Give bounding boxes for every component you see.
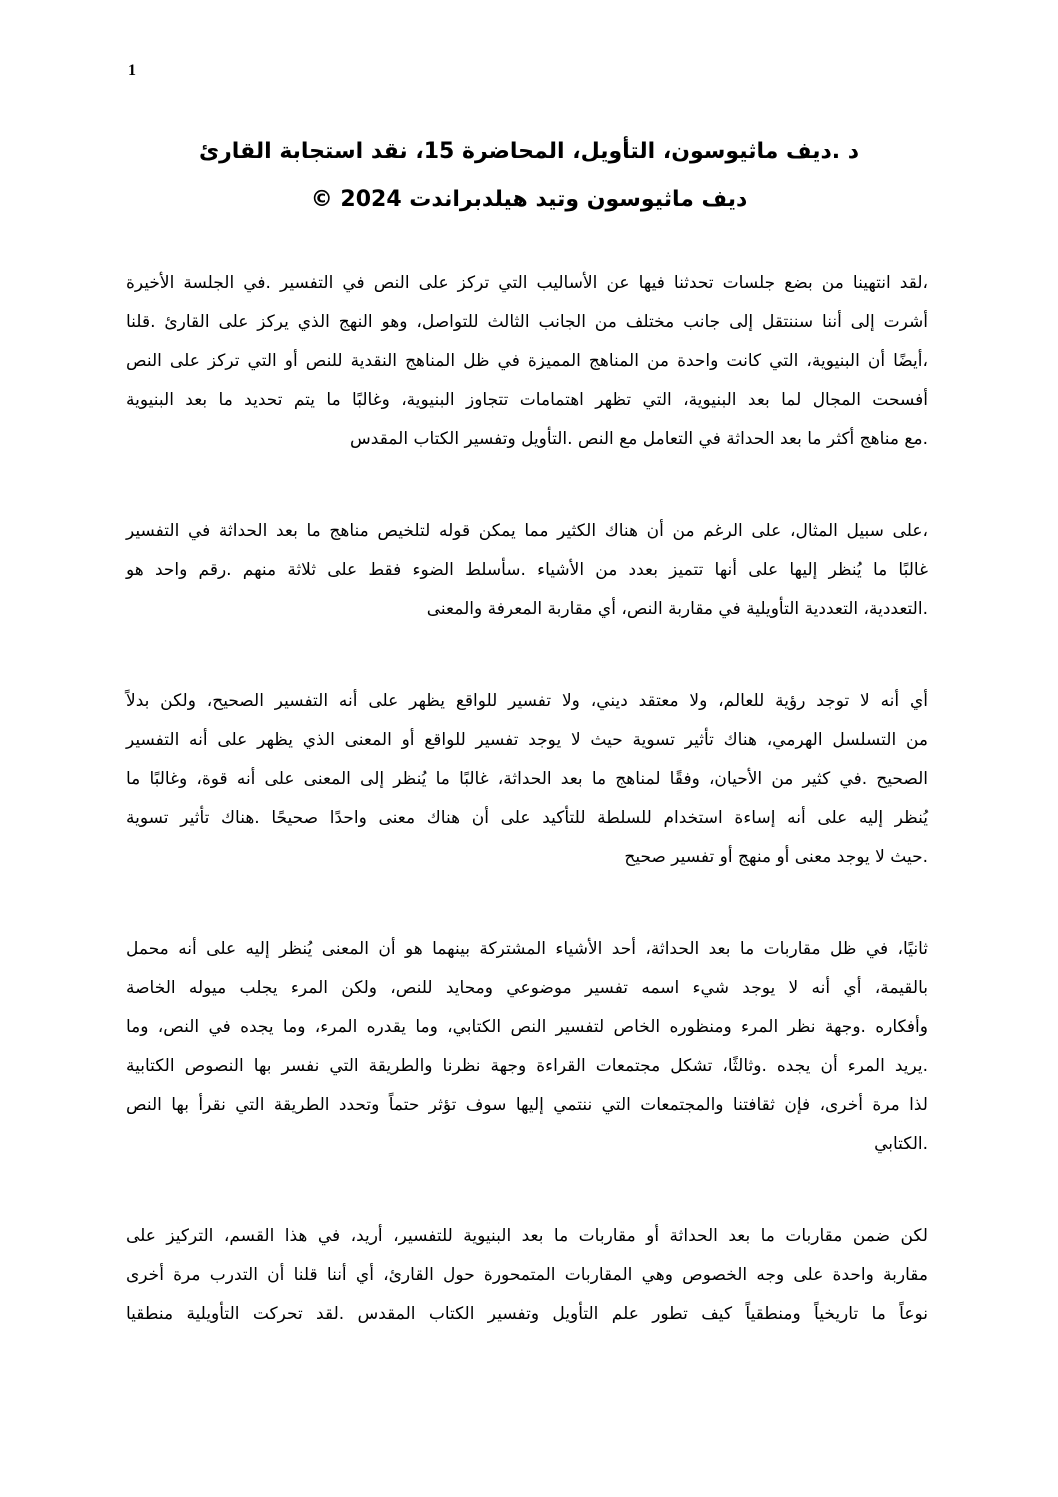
text-line: .مع مناهج أكثر ما بعد الحداثة في التعامل مع النص .التأويل وتفسير الكتاب المقدس	[350, 429, 928, 449]
paragraph-1	[126, 264, 928, 459]
page-number: 1	[128, 62, 136, 79]
text-line: يُنظر إليه على أنه إساءة استخدام للسلطة للتأكيد على أن هناك معنى واحدًا صحيحًا .هناك تأثير تسوية	[126, 808, 928, 828]
text-line: ،لقد انتهينا من بضع جلسات تحدثنا فيها عن الأساليب التي تركز على النص في التفسير .في الجلسة الأخيرة	[126, 273, 928, 293]
text-line: .الكتابي	[874, 1134, 928, 1154]
paragraph-3	[126, 682, 928, 877]
document-body	[126, 264, 928, 1387]
text-line: أشرت إلى أننا سننتقل إلى جانب مختلف من الجانب الثالث للتواصل، وهو النهج الذي يركز على القارئ .قلنا	[126, 312, 928, 332]
text-line: ثانيًا، في ظل مقاربات ما بعد الحداثة، أحد الأشياء المشتركة بينهما هو أن المعنى يُنظر إليه على أنه محمل	[126, 939, 928, 959]
title-line-1: د .ديف ماثيوسون، التأويل، المحاضرة 15، نقد استجابة القارئ	[198, 139, 860, 164]
text-line: غالبًا ما يُنظر إليها على أنها تتميز بعدد من الأشياء .سأسلط الضوء فقط على ثلاثة منهم .رقم واحد هو	[126, 560, 928, 580]
paragraph-2	[126, 512, 928, 629]
text-line: مقاربة واحدة على وجه الخصوص وهي المقاربات المتمحورة حول القارئ، أي أننا قلنا أن التدرب مرة أخرى	[126, 1265, 928, 1285]
text-line: نوعاً ما تاريخياً ومنطقياً كيف تطور علم التأويل وتفسير الكتاب المقدس .لقد تحركت التأويلية منطقيا	[126, 1304, 928, 1324]
text-line: ،على سبيل المثال، على الرغم من أن هناك الكثير مما يمكن قوله لتلخيص مناهج ما بعد الحداثة في التفسير	[126, 521, 928, 541]
text-line: لكن ضمن مقاربات ما بعد الحداثة أو مقاربات ما بعد البنيوية للتفسير، أريد، في هذا القسم، التركيز على	[126, 1226, 928, 1246]
title-line-2: ديف ماثيوسون وتيد هيلدبراندت 2024 ©	[310, 187, 748, 212]
text-line: أي أنه لا توجد رؤية للعالم، ولا معتقد ديني، ولا تفسير للواقع يظهر على أنه التفسير الصحيح، ولكن بدلاً	[126, 691, 928, 711]
paragraph-4	[126, 930, 928, 1164]
text-line: من التسلسل الهرمي، هناك تأثير تسوية حيث لا يوجد تفسير للواقع أو المعنى الذي يظهر على أنه التفسير	[126, 730, 928, 750]
document-title	[140, 128, 918, 224]
text-line: الصحيح .في كثير من الأحيان، وفقًا لمناهج ما بعد الحداثة، غالبًا ما يُنظر إلى المعنى على أنه قوة، وغالبًا ما	[126, 769, 928, 789]
text-line: .يريد المرء أن يجده .وثالثًا، تشكل مجتمعات القراءة وجهة نظرنا والطريقة التي نفسر بها النصوص الكتابية	[126, 1056, 928, 1076]
text-line: .حيث لا يوجد معنى أو منهج أو تفسير صحيح	[624, 847, 928, 867]
text-line: .التعددية، التعددية التأويلية في مقاربة النص، أي مقاربة المعرفة والمعنى	[426, 599, 928, 619]
paragraph-5	[126, 1217, 928, 1334]
text-line: أفسحت المجال لما بعد البنيوية، التي تظهر اهتمامات تتجاوز البنيوية، وغالبًا ما يتم تحديد ما بعد البنيوية	[126, 390, 928, 410]
text-line: لذا مرة أخرى، فإن ثقافتنا والمجتمعات التي ننتمي إليها سوف تؤثر حتماً وتحدد الطريقة التي نقرأ بها النص	[126, 1095, 928, 1115]
text-line: ،أيضًا أن البنيوية، التي كانت واحدة من المناهج المميزة في ظل المناهج النقدية للنص أو التي تركز على النص	[126, 351, 928, 371]
text-line: وأفكاره .وجهة نظر المرء ومنظوره الخاص لتفسير النص الكتابي، وما يقدره المرء، وما يجده في النص، وما	[126, 1017, 928, 1037]
text-line: بالقيمة، أي أنه لا يوجد شيء اسمه تفسير موضوعي ومحايد للنص، ولكن المرء يجلب ميوله الخاصة	[126, 978, 928, 998]
